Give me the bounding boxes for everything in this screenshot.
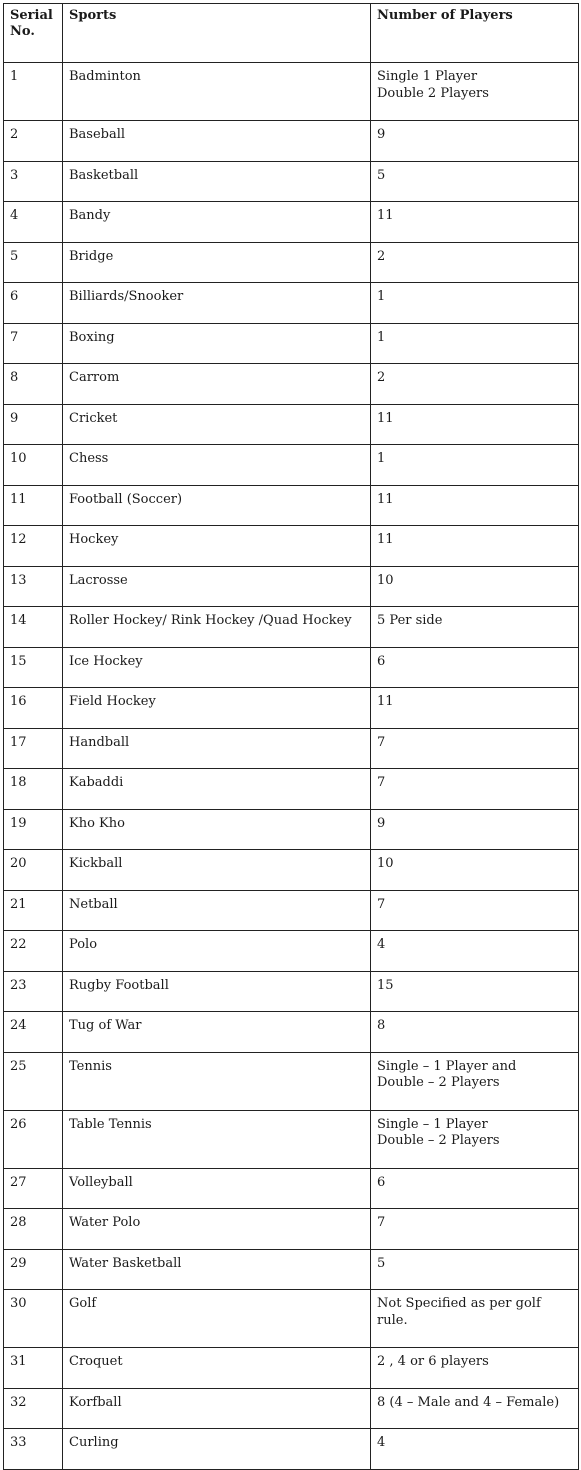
- table-row: [4, 121, 579, 162]
- cell-number-of-players: Single 1 Player Double 2 Players: [371, 63, 579, 121]
- cell-serial-no: 29: [4, 1249, 63, 1290]
- cell-number-of-players: 7: [371, 728, 579, 769]
- cell-serial-no: 9: [4, 404, 63, 445]
- table-row: [4, 769, 579, 810]
- cell-serial-no: 21: [4, 890, 63, 931]
- cell-serial-no: 8: [4, 364, 63, 405]
- cell-sport: Tug of War: [63, 1012, 371, 1053]
- cell-sport: Netball: [63, 890, 371, 931]
- cell-number-of-players: 10: [371, 566, 579, 607]
- header-number-of-players: Number of Players: [371, 4, 579, 63]
- cell-sport: Baseball: [63, 121, 371, 162]
- cell-serial-no: 17: [4, 728, 63, 769]
- cell-serial-no: 15: [4, 647, 63, 688]
- cell-serial-no: 16: [4, 688, 63, 729]
- cell-sport: Korfball: [63, 1388, 371, 1429]
- table-row: [4, 607, 579, 648]
- cell-sport: Ice Hockey: [63, 647, 371, 688]
- table-row: [4, 1388, 579, 1429]
- cell-number-of-players: 10: [371, 850, 579, 891]
- cell-sport: Hockey: [63, 526, 371, 567]
- table-row: [4, 242, 579, 283]
- cell-serial-no: 33: [4, 1429, 63, 1470]
- cell-number-of-players: 11: [371, 526, 579, 567]
- cell-sport: Tennis: [63, 1052, 371, 1110]
- cell-number-of-players: 9: [371, 809, 579, 850]
- table-row: [4, 647, 579, 688]
- cell-sport: Curling: [63, 1429, 371, 1470]
- cell-number-of-players: 5 Per side: [371, 607, 579, 648]
- cell-number-of-players: 5: [371, 161, 579, 202]
- cell-serial-no: 25: [4, 1052, 63, 1110]
- cell-serial-no: 1: [4, 63, 63, 121]
- cell-number-of-players: 11: [371, 404, 579, 445]
- cell-sport: Lacrosse: [63, 566, 371, 607]
- cell-sport: Cricket: [63, 404, 371, 445]
- table-row: [4, 1249, 579, 1290]
- cell-number-of-players: 4: [371, 1429, 579, 1470]
- table-row: [4, 850, 579, 891]
- table-row: [4, 566, 579, 607]
- cell-sport: Bandy: [63, 202, 371, 243]
- cell-number-of-players: 7: [371, 769, 579, 810]
- cell-number-of-players: 1: [371, 445, 579, 486]
- cell-number-of-players: 4: [371, 931, 579, 972]
- cell-sport: Badminton: [63, 63, 371, 121]
- cell-serial-no: 27: [4, 1168, 63, 1209]
- cell-serial-no: 18: [4, 769, 63, 810]
- header-serial-no: Serial No.: [4, 4, 63, 63]
- cell-number-of-players: 6: [371, 1168, 579, 1209]
- table-row: [4, 1209, 579, 1250]
- cell-sport: Kabaddi: [63, 769, 371, 810]
- cell-sport: Chess: [63, 445, 371, 486]
- cell-number-of-players: 9: [371, 121, 579, 162]
- cell-serial-no: 5: [4, 242, 63, 283]
- cell-sport: Field Hockey: [63, 688, 371, 729]
- cell-serial-no: 13: [4, 566, 63, 607]
- cell-sport: Table Tennis: [63, 1110, 371, 1168]
- cell-number-of-players: 11: [371, 688, 579, 729]
- cell-serial-no: 11: [4, 485, 63, 526]
- cell-sport: Rugby Football: [63, 971, 371, 1012]
- cell-sport: Handball: [63, 728, 371, 769]
- cell-sport: Kickball: [63, 850, 371, 891]
- table-row: [4, 809, 579, 850]
- table-row: [4, 1348, 579, 1389]
- cell-serial-no: 22: [4, 931, 63, 972]
- table-body: [4, 63, 579, 1470]
- table-row: [4, 728, 579, 769]
- cell-number-of-players: 15: [371, 971, 579, 1012]
- cell-serial-no: 7: [4, 323, 63, 364]
- cell-number-of-players: 6: [371, 647, 579, 688]
- cell-number-of-players: Single – 1 Player and Double – 2 Players: [371, 1052, 579, 1110]
- cell-serial-no: 24: [4, 1012, 63, 1053]
- cell-sport: Billiards/Snooker: [63, 283, 371, 324]
- cell-serial-no: 20: [4, 850, 63, 891]
- cell-number-of-players: 8: [371, 1012, 579, 1053]
- cell-number-of-players: 5: [371, 1249, 579, 1290]
- table-row: [4, 971, 579, 1012]
- cell-number-of-players: 1: [371, 283, 579, 324]
- cell-serial-no: 28: [4, 1209, 63, 1250]
- table-row: [4, 485, 579, 526]
- cell-serial-no: 23: [4, 971, 63, 1012]
- cell-sport: Carrom: [63, 364, 371, 405]
- cell-number-of-players: 7: [371, 1209, 579, 1250]
- table-row: [4, 1168, 579, 1209]
- table-row: [4, 1290, 579, 1348]
- sports-players-table: [3, 3, 579, 1470]
- cell-serial-no: 19: [4, 809, 63, 850]
- cell-number-of-players: Single – 1 Player Double – 2 Players: [371, 1110, 579, 1168]
- cell-serial-no: 3: [4, 161, 63, 202]
- cell-sport: Roller Hockey/ Rink Hockey /Quad Hockey: [63, 607, 371, 648]
- cell-number-of-players: 7: [371, 890, 579, 931]
- cell-sport: Croquet: [63, 1348, 371, 1389]
- cell-serial-no: 12: [4, 526, 63, 567]
- table-row: [4, 161, 579, 202]
- cell-serial-no: 30: [4, 1290, 63, 1348]
- cell-number-of-players: 1: [371, 323, 579, 364]
- table-row: [4, 404, 579, 445]
- table-row: [4, 688, 579, 729]
- table-row: [4, 526, 579, 567]
- cell-serial-no: 26: [4, 1110, 63, 1168]
- cell-serial-no: 6: [4, 283, 63, 324]
- cell-number-of-players: 2: [371, 364, 579, 405]
- cell-sport: Golf: [63, 1290, 371, 1348]
- table-row: [4, 364, 579, 405]
- cell-sport: Boxing: [63, 323, 371, 364]
- cell-sport: Water Basketball: [63, 1249, 371, 1290]
- table-row: [4, 323, 579, 364]
- table-row: [4, 890, 579, 931]
- table-row: [4, 202, 579, 243]
- cell-sport: Football (Soccer): [63, 485, 371, 526]
- cell-sport: Basketball: [63, 161, 371, 202]
- cell-serial-no: 10: [4, 445, 63, 486]
- header-sports: Sports: [63, 4, 371, 63]
- table-header-row: [4, 4, 579, 63]
- cell-number-of-players: 11: [371, 485, 579, 526]
- table-row: [4, 445, 579, 486]
- cell-number-of-players: 8 (4 – Male and 4 – Female): [371, 1388, 579, 1429]
- cell-sport: Kho Kho: [63, 809, 371, 850]
- cell-sport: Bridge: [63, 242, 371, 283]
- table-row: [4, 1052, 579, 1110]
- cell-sport: Volleyball: [63, 1168, 371, 1209]
- table-row: [4, 1110, 579, 1168]
- cell-number-of-players: 11: [371, 202, 579, 243]
- table-row: [4, 1429, 579, 1470]
- table-row: [4, 931, 579, 972]
- cell-number-of-players: Not Specified as per golf rule.: [371, 1290, 579, 1348]
- cell-sport: Polo: [63, 931, 371, 972]
- table-row: [4, 283, 579, 324]
- cell-serial-no: 4: [4, 202, 63, 243]
- table-row: [4, 63, 579, 121]
- cell-serial-no: 2: [4, 121, 63, 162]
- cell-serial-no: 32: [4, 1388, 63, 1429]
- cell-serial-no: 31: [4, 1348, 63, 1389]
- cell-serial-no: 14: [4, 607, 63, 648]
- cell-number-of-players: 2 , 4 or 6 players: [371, 1348, 579, 1389]
- cell-sport: Water Polo: [63, 1209, 371, 1250]
- table-row: [4, 1012, 579, 1053]
- cell-number-of-players: 2: [371, 242, 579, 283]
